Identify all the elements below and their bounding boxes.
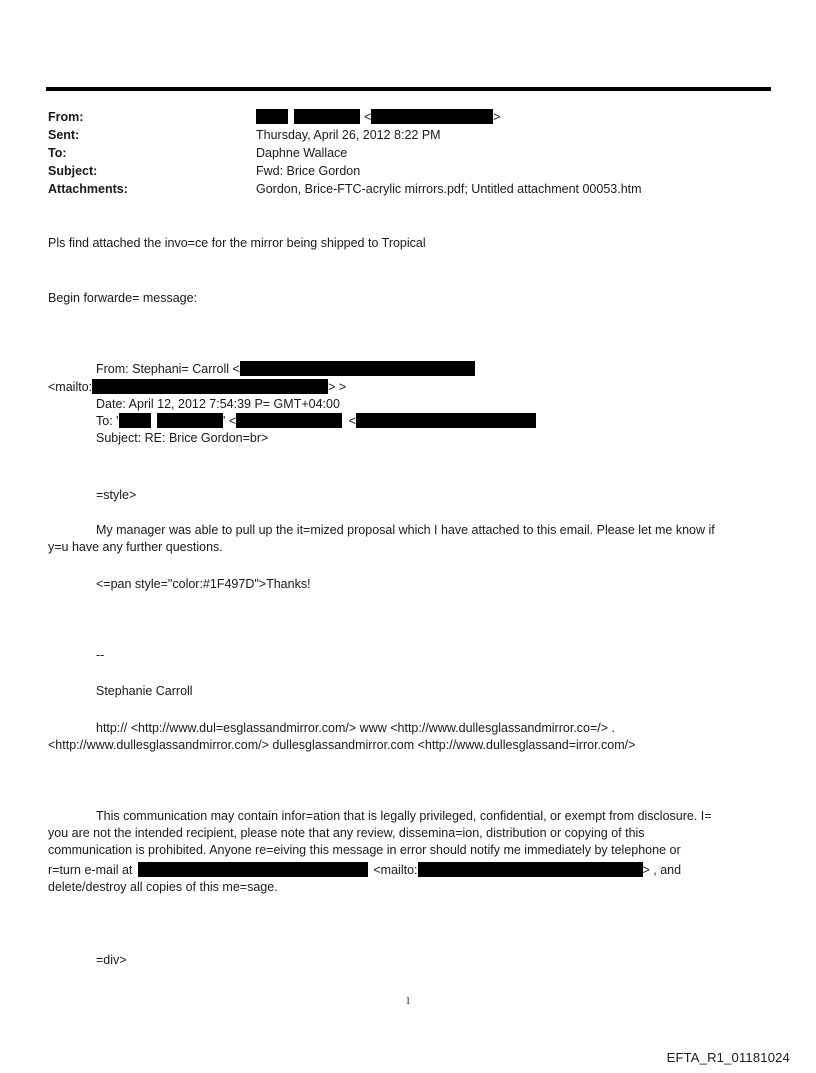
from-gt: > xyxy=(493,110,501,124)
dashes: -- xyxy=(96,648,105,662)
from-lt: < xyxy=(363,110,372,124)
signature: Stephanie Carroll xyxy=(96,684,193,698)
document-id: EFTA_R1_01181024 xyxy=(666,1050,790,1065)
disclaimer-line-4: r=turn e-mail at <mailto: > , and xyxy=(48,863,682,877)
thanks-line: <=pan style="color:#1F497D">Thanks! xyxy=(96,577,311,591)
manager-line-1: My manager was able to pull up the it=mized proposal which I have attached to this email. Please let me know if xyxy=(96,523,715,537)
from-value xyxy=(256,109,501,125)
url-line-2: <http://www.dullesglassandmirror.com/> dullesglassandmirror.com <http://www.dullesglassand=irror.com/> xyxy=(48,738,636,752)
redaction-block xyxy=(236,413,342,428)
to-label: To: xyxy=(48,146,67,160)
redaction-block xyxy=(119,413,151,428)
style-line: =style> xyxy=(96,488,137,502)
from-label: From: xyxy=(48,110,84,124)
fwd-date: Date: April 12, 2012 7:54:39 P= GMT+04:00 xyxy=(96,397,340,411)
disclaimer-line-1: This communication may contain infor=ation that is legally privileged, confidential, or exempt from disclosure. I= xyxy=(96,809,712,823)
redaction-block xyxy=(138,862,368,877)
fwd-mailto: <mailto: > > xyxy=(48,380,347,394)
sent-label: Sent: xyxy=(48,128,80,142)
to-value: Daphne Wallace xyxy=(256,146,348,160)
attachments-value: Gordon, Brice-FTC-acrylic mirrors.pdf; Untitled attachment 00053.htm xyxy=(256,182,642,196)
subject-label: Subject: xyxy=(48,164,98,178)
url-line-1: http:// <http://www.dul=esglassandmirror.com/> www <http://www.dullesglassandmirror.co=/> . xyxy=(96,721,615,735)
redaction-block xyxy=(371,109,493,124)
body-line-1: Pls find attached the invo=ce for the mirror being shipped to Tropical xyxy=(48,236,426,250)
redaction-block xyxy=(240,361,475,376)
fwd-subject: Subject: RE: Brice Gordon=br> xyxy=(96,431,269,445)
disclaimer-line-3: communication is prohibited. Anyone re=eiving this message in error should notify me immediately by telephone or xyxy=(48,843,681,857)
disclaimer-line-5: delete/destroy all copies of this me=sage. xyxy=(48,880,278,894)
header-rule xyxy=(46,87,771,91)
subject-value: Fwd: Brice Gordon xyxy=(256,164,361,178)
redaction-block xyxy=(356,413,536,428)
redaction-block xyxy=(92,379,328,394)
redaction-block xyxy=(418,862,643,877)
manager-line-2: y=u have any further questions. xyxy=(48,540,223,554)
redaction-block xyxy=(294,109,360,124)
sent-value: Thursday, April 26, 2012 8:22 PM xyxy=(256,128,441,142)
div-line: =div> xyxy=(96,953,127,967)
page-number: 1 xyxy=(405,996,411,1007)
fwd-to: To: ' ' < < xyxy=(96,413,536,429)
body-line-2: Begin forwarde= message: xyxy=(48,291,198,305)
redaction-block xyxy=(157,413,223,428)
redaction-block xyxy=(256,109,288,124)
fwd-from: From: Stephani= Carroll < xyxy=(96,361,475,377)
attachments-label: Attachments: xyxy=(48,182,128,196)
disclaimer-line-2: you are not the intended recipient, please note that any review, dissemina=ion, distribution or copying of this xyxy=(48,826,645,840)
